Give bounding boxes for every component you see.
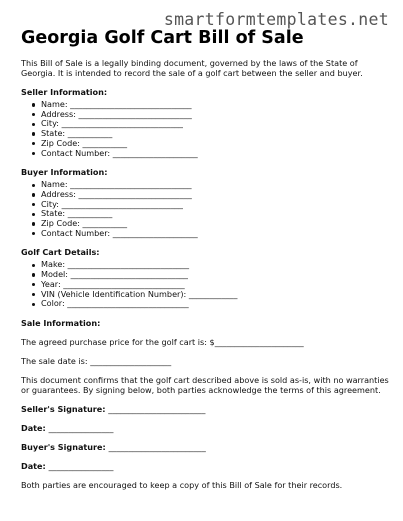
- buyer-signature-blank: ________________________: [108, 441, 206, 452]
- cart-field-list: [21, 260, 391, 309]
- seller-date-line: [21, 423, 391, 433]
- buyer-date-blank: ________________: [48, 460, 114, 471]
- buyer-city-field: City: ______________________________: [41, 200, 391, 210]
- document-body: [21, 27, 391, 490]
- as-is-paragraph: This document confirms that the golf cart described above is sold as-is, with no warranties or guarantees. By signing below, both parties acknowledge the terms of this agreement.: [21, 374, 389, 395]
- seller-signature-blank: ________________________: [108, 403, 206, 414]
- cart-heading: Golf Cart Details:: [21, 247, 100, 258]
- sale-date-line: The sale date is: ____________________: [21, 355, 172, 366]
- buyer-state-field: State: ___________: [41, 209, 391, 219]
- buyer-date-label: Date:: [21, 460, 46, 471]
- seller-zip-field: Zip Code: ___________: [41, 139, 391, 149]
- cart-model-field: Model: _____________________________: [41, 270, 391, 280]
- seller-signature-label: Seller's Signature:: [21, 403, 106, 414]
- seller-date-blank: ________________: [48, 422, 114, 433]
- cart-color-field: Color: ______________________________: [41, 299, 391, 309]
- seller-address-field: Address: ____________________________: [41, 110, 391, 120]
- seller-contact-field: Contact Number: _____________________: [41, 149, 391, 159]
- site-watermark: smartformtemplates.net: [163, 10, 389, 29]
- buyer-zip-field: Zip Code: ___________: [41, 219, 391, 229]
- purchase-price-line: The agreed purchase price for the golf cart is: $______________________: [21, 336, 304, 347]
- intro-paragraph: This Bill of Sale is a legally binding document, governed by the laws of the State of Georgia. It is intended to record the sale of a golf cart between the seller and buyer.: [21, 58, 363, 78]
- buyer-contact-field: Contact Number: _____________________: [41, 229, 391, 239]
- buyer-date-line: [21, 461, 391, 471]
- cart-vin-field: VIN (Vehicle Identification Number): ____________: [41, 290, 391, 300]
- seller-heading: Seller Information:: [21, 87, 108, 97]
- document-title: Georgia Golf Cart Bill of Sale: [21, 28, 304, 48]
- closing-note: Both parties are encouraged to keep a copy of this Bill of Sale for their records.: [21, 479, 343, 490]
- buyer-field-list: [21, 180, 391, 238]
- seller-field-list: [21, 100, 391, 158]
- seller-date-label: Date:: [21, 422, 46, 433]
- seller-state-field: State: ___________: [41, 129, 391, 139]
- cart-year-field: Year: ______________________________: [41, 280, 391, 290]
- buyer-signature-line: [21, 442, 391, 452]
- buyer-name-field: Name: ______________________________: [41, 180, 391, 190]
- cart-make-field: Make: ______________________________: [41, 260, 391, 270]
- buyer-address-field: Address: ____________________________: [41, 190, 391, 200]
- seller-city-field: City: ______________________________: [41, 119, 391, 129]
- buyer-heading: Buyer Information:: [21, 167, 108, 178]
- buyer-signature-label: Buyer's Signature:: [21, 441, 106, 452]
- seller-signature-line: [21, 404, 391, 414]
- seller-name-field: Name: ______________________________: [41, 100, 391, 110]
- sale-heading: Sale Information:: [21, 317, 101, 328]
